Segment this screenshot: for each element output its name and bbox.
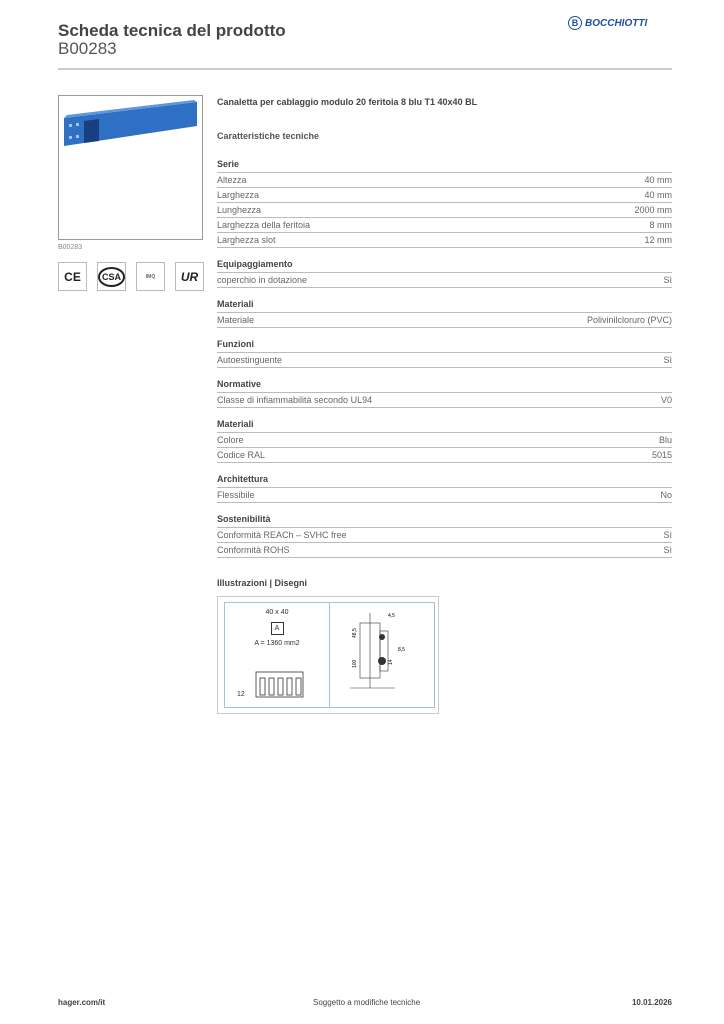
dim-label: 14 bbox=[388, 659, 394, 665]
section-title: Equipaggiamento bbox=[217, 258, 672, 273]
spec-row bbox=[217, 433, 672, 448]
spec-row bbox=[217, 313, 672, 328]
section-title: Architettura bbox=[217, 473, 672, 488]
spec-row bbox=[217, 353, 672, 368]
spec-row bbox=[217, 448, 672, 463]
spec-sheet bbox=[217, 97, 672, 714]
spec-row bbox=[217, 173, 672, 188]
spec-row bbox=[217, 188, 672, 203]
spec-value: Sì bbox=[663, 530, 672, 540]
csa-mark-icon: CSA bbox=[97, 262, 126, 291]
spec-row bbox=[217, 393, 672, 408]
dim-label: 4,5 bbox=[388, 613, 395, 619]
slot-label: 12 bbox=[237, 691, 245, 698]
spec-value: Sì bbox=[663, 275, 672, 285]
spec-label: Conformità REACh – SVHC free bbox=[217, 530, 347, 540]
spec-label: Larghezza della feritoia bbox=[217, 220, 311, 230]
spec-label: Altezza bbox=[217, 175, 247, 185]
footer-date: 10.01.2026 bbox=[631, 998, 672, 1007]
page-title: Scheda tecnica del prodotto bbox=[58, 21, 286, 40]
spec-value: Blu bbox=[658, 435, 672, 445]
product-image bbox=[58, 95, 203, 240]
spec-row bbox=[217, 218, 672, 233]
spec-value: 2000 mm bbox=[634, 205, 672, 215]
image-caption: B00283 bbox=[58, 244, 83, 251]
certifications bbox=[58, 262, 204, 291]
spec-row bbox=[217, 273, 672, 288]
spec-row bbox=[217, 543, 672, 558]
imq-mark-icon: IMQ bbox=[136, 262, 165, 291]
dimension-drawing bbox=[329, 602, 435, 708]
dim-label: 48,5 bbox=[352, 628, 358, 638]
spec-value: 40 mm bbox=[644, 190, 672, 200]
section-title: Serie bbox=[217, 158, 672, 173]
spec-value: Sì bbox=[663, 355, 672, 365]
spec-row bbox=[217, 528, 672, 543]
spec-value: 5015 bbox=[651, 450, 672, 460]
spec-row bbox=[217, 203, 672, 218]
footer-site[interactable]: hager.com/it bbox=[58, 998, 106, 1007]
spec-row bbox=[217, 488, 672, 503]
technical-drawing bbox=[217, 596, 439, 714]
spec-label: Classe di infiammabilità secondo UL94 bbox=[217, 395, 373, 405]
spec-row bbox=[217, 233, 672, 248]
ur-mark-icon: UR bbox=[175, 262, 204, 291]
dim-label: 100 bbox=[352, 659, 358, 668]
spec-value: 8 mm bbox=[649, 220, 672, 230]
spec-label: Codice RAL bbox=[217, 450, 266, 460]
spec-label: coperchio in dotazione bbox=[217, 275, 308, 285]
area-symbol: A bbox=[271, 622, 284, 635]
illustrations-title: Illustrazioni | Disegni bbox=[217, 578, 308, 588]
section-drawing bbox=[224, 602, 330, 708]
specs-title: Caratteristiche tecniche bbox=[217, 131, 320, 141]
spec-value: Sì bbox=[663, 545, 672, 555]
spec-label: Lunghezza bbox=[217, 205, 262, 215]
size-label: 40 x 40 bbox=[265, 609, 289, 616]
section-title: Sostenibilità bbox=[217, 513, 672, 528]
spec-label: Conformità ROHS bbox=[217, 545, 290, 555]
spec-value: No bbox=[660, 490, 672, 500]
brand-logo: B BOCCHIOTTI bbox=[568, 16, 647, 30]
section-title: Funzioni bbox=[217, 338, 672, 353]
spec-value: V0 bbox=[660, 395, 672, 405]
product-code: B00283 bbox=[58, 39, 117, 58]
spec-label: Autoestinguente bbox=[217, 355, 283, 365]
spec-label: Larghezza slot bbox=[217, 235, 276, 245]
spec-value: Polivinilcloruro (PVC) bbox=[586, 315, 672, 325]
product-name: Canaletta per cablaggio modulo 20 feritoia 8 blu T1 40x40 BL bbox=[217, 97, 478, 107]
footer-note: Soggetto a modifiche tecniche bbox=[313, 998, 421, 1007]
spec-value: 40 mm bbox=[644, 175, 672, 185]
section-title: Materiali bbox=[217, 418, 672, 433]
spec-label: Colore bbox=[217, 435, 244, 445]
section-title: Materiali bbox=[217, 298, 672, 313]
spec-label: Larghezza bbox=[217, 190, 260, 200]
divider bbox=[58, 68, 672, 70]
spec-value: 12 mm bbox=[644, 235, 672, 245]
section-title: Normative bbox=[217, 378, 672, 393]
spec-label: Materiale bbox=[217, 315, 255, 325]
ce-mark-icon: CE bbox=[58, 262, 87, 291]
dim-label: 8,5 bbox=[398, 647, 405, 653]
spec-label: Flessibile bbox=[217, 490, 255, 500]
area-label: A = 1360 mm2 bbox=[254, 640, 300, 647]
